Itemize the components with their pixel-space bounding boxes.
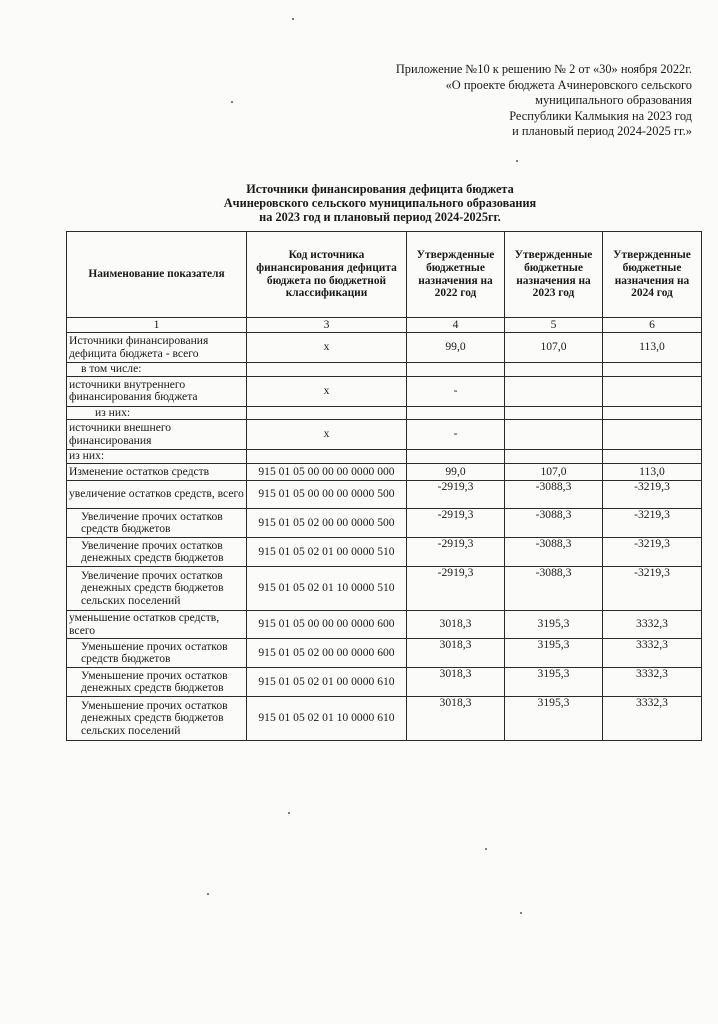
row-code: 915 01 05 02 00 00 0000 600 [247,639,407,668]
table-row [67,376,702,406]
row-name: Увеличение прочих остатков денежных средств бюджетов сельских поселений [67,567,247,611]
row-value-2023: -3088,3 [505,538,603,567]
header-line: муниципального образования [535,93,692,108]
column-number: 1 [67,318,247,333]
row-value-2024 [603,376,702,406]
row-code: x [247,333,407,363]
document-title [170,182,590,224]
row-value-2024: 113,0 [603,464,702,481]
column-number: 4 [407,318,505,333]
row-code [247,406,407,420]
row-value-2022: 99,0 [407,464,505,481]
row-value-2024: 3332,3 [603,639,702,668]
row-value-2023 [505,363,603,377]
row-name: из них: [67,450,247,464]
financing-sources-table [66,231,702,741]
row-value-2024: -3219,3 [603,538,702,567]
row-name: Уменьшение прочих остатков денежных средств бюджетов сельских поселений [67,697,247,741]
row-value-2023: -3088,3 [505,567,603,611]
row-code [247,450,407,464]
row-value-2024: 3332,3 [603,611,702,639]
row-value-2022: 3018,3 [407,639,505,668]
row-value-2024 [603,406,702,420]
row-value-2022: -2919,3 [407,509,505,538]
row-value-2022: -2919,3 [407,538,505,567]
row-name: Уменьшение прочих остатков денежных средств бюджетов [67,668,247,697]
row-value-2023: 3195,3 [505,697,603,741]
scan-speck [516,160,518,162]
row-name: источники внутреннего финансирования бюджета [67,376,247,406]
row-value-2022: - [407,420,505,450]
scan-speck [288,812,290,814]
row-value-2023: 107,0 [505,464,603,481]
row-value-2022 [407,363,505,377]
table-row [67,481,702,509]
row-code: 915 01 05 00 00 00 0000 600 [247,611,407,639]
row-value-2022: 3018,3 [407,668,505,697]
row-code: 915 01 05 02 01 10 0000 610 [247,697,407,741]
row-value-2024: -3219,3 [603,567,702,611]
column-header-2022: Утвержденные бюджетные назначения на 2022 год [407,232,505,318]
row-code: x [247,376,407,406]
row-value-2023: 3195,3 [505,611,603,639]
row-code: 915 01 05 02 01 00 0000 610 [247,668,407,697]
row-name: источники внешнего финансирования [67,420,247,450]
table-row [67,420,702,450]
row-value-2022: - [407,376,505,406]
row-value-2023 [505,376,603,406]
row-value-2024 [603,450,702,464]
row-value-2024: 113,0 [603,333,702,363]
column-header-2024: Утвержденные бюджетные назначения на 2024 год [603,232,702,318]
row-code: 915 01 05 02 01 00 0000 510 [247,538,407,567]
table-header-row [67,232,702,318]
row-value-2023 [505,406,603,420]
row-value-2024 [603,363,702,377]
table-row [67,363,702,377]
row-code: 915 01 05 02 00 00 0000 500 [247,509,407,538]
table-row [67,406,702,420]
title-line: на 2023 год и плановый период 2024-2025гг. [259,210,501,224]
row-value-2022 [407,450,505,464]
row-value-2022 [407,406,505,420]
row-code: 915 01 05 00 00 00 0000 000 [247,464,407,481]
row-value-2022: 3018,3 [407,611,505,639]
row-code: 915 01 05 02 01 10 0000 510 [247,567,407,611]
header-line: Республики Калмыкия на 2023 год [509,108,692,123]
row-code: 915 01 05 00 00 00 0000 500 [247,481,407,509]
row-value-2023 [505,420,603,450]
row-value-2023: 107,0 [505,333,603,363]
header-line: и плановый период 2024-2025 гг.» [512,124,692,139]
table-row [67,333,702,363]
row-value-2024: -3219,3 [603,509,702,538]
row-name: Увеличение прочих остатков средств бюджетов [67,509,247,538]
row-value-2023: 3195,3 [505,668,603,697]
column-header-name: Наименование показателя [67,232,247,318]
scan-speck [207,893,209,895]
column-number-row [67,318,702,333]
table-row [67,538,702,567]
table-row [67,509,702,538]
column-number: 3 [247,318,407,333]
row-value-2023: -3088,3 [505,481,603,509]
column-number: 6 [603,318,702,333]
row-name: Источники финансирования дефицита бюджета - всего [67,333,247,363]
row-value-2022: -2919,3 [407,567,505,611]
row-value-2022: 99,0 [407,333,505,363]
header-line: «О проекте бюджета Ачинеровского сельского [445,77,692,92]
title-line: Ачинеровского сельского муниципального образования [223,196,537,210]
table-row [67,697,702,741]
row-value-2024: 3332,3 [603,668,702,697]
column-header-2023: Утвержденные бюджетные назначения на 2023 год [505,232,603,318]
row-value-2022: 3018,3 [407,697,505,741]
scan-speck [520,912,522,914]
row-value-2024: 3332,3 [603,697,702,741]
row-name: Изменение остатков средств [67,464,247,481]
row-name: уменьшение остатков средств, всего [67,611,247,639]
scan-speck [485,848,487,850]
column-header-code: Код источника финансирования дефицита бюджета по бюджетной классификации [247,232,407,318]
table-row [67,450,702,464]
table-row [67,567,702,611]
row-code [247,363,407,377]
row-name: в том числе: [67,363,247,377]
title-line: Источники финансирования дефицита бюджета [246,182,514,196]
row-name: Увеличение прочих остатков денежных средств бюджетов [67,538,247,567]
header-line: Приложение №10 к решению № 2 от «30» ноября 2022г. [395,62,692,76]
scan-speck [231,101,233,103]
row-value-2024 [603,420,702,450]
row-code: x [247,420,407,450]
row-name: увеличение остатков средств, всего [67,481,247,509]
row-value-2024: -3219,3 [603,481,702,509]
table-row [67,668,702,697]
row-name: Уменьшение прочих остатков средств бюджетов [67,639,247,668]
table-row [67,639,702,668]
column-number: 5 [505,318,603,333]
appendix-header [272,62,692,140]
row-value-2023 [505,450,603,464]
table-row [67,464,702,481]
table-row [67,611,702,639]
row-name: из них: [67,406,247,420]
scan-speck [292,18,294,20]
row-value-2022: -2919,3 [407,481,505,509]
row-value-2023: 3195,3 [505,639,603,668]
row-value-2023: -3088,3 [505,509,603,538]
